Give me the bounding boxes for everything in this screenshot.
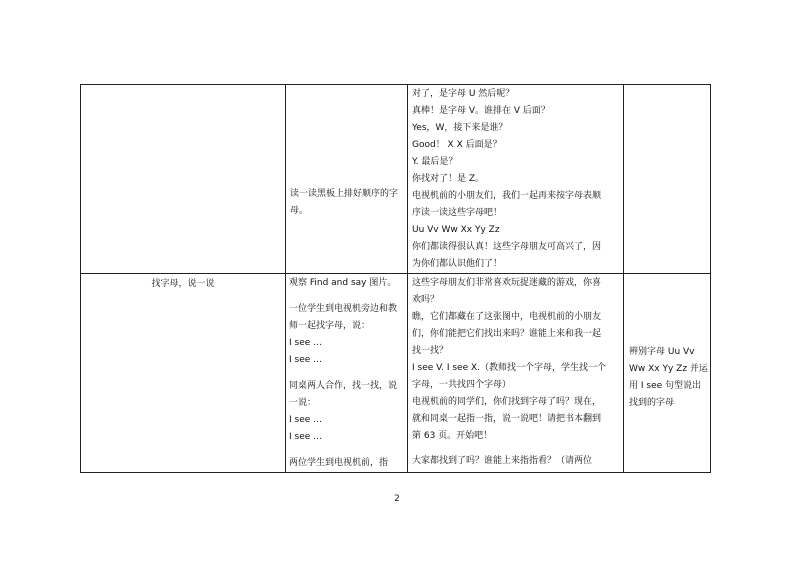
cell-text	[81, 85, 285, 86]
table-cell-teacher-activity	[408, 85, 624, 274]
teacher-line: Good！ X X 后面是？	[412, 140, 502, 150]
table-cell-stage	[81, 85, 286, 274]
student-intro: 观察 Find and say 图片。	[289, 278, 397, 288]
teacher-line: Yes，W，接下来是谁？	[412, 123, 508, 133]
teacher-line: Y. 最后是？	[412, 157, 458, 167]
teacher-line: 你找对了！是 Z。	[412, 174, 485, 184]
table-cell-student-activity	[286, 274, 408, 473]
table-cell-goal	[624, 85, 711, 274]
i-see-line: I see …	[289, 415, 323, 425]
teacher-line: 对了，是字母 U 然后呢？	[412, 89, 515, 99]
i-see-line: I see …	[289, 338, 323, 348]
teacher-line: 为你们都认识他们了！	[412, 259, 503, 269]
table-cell-student-activity	[286, 85, 408, 274]
student-step-2: 同桌两人合作，找一找，说一说：	[289, 381, 398, 408]
letter-sequence: Uu Vv Ww Xx Yy Zz	[412, 225, 500, 235]
teacher-line: 欢吗？	[412, 295, 440, 305]
stage-title: 找字母，说一说	[151, 279, 215, 289]
teacher-line: 序读一读这些字母吧！	[412, 208, 503, 218]
teacher-line: 电视机前的小朋友们，我们一起再来按字母表顺	[412, 191, 602, 201]
teacher-line: 真棒！是字母 V。谁排在 V 后面？	[412, 106, 550, 116]
teacher-line: 这些字母朋友们非常喜欢玩捉迷藏的游戏，你喜	[412, 278, 602, 288]
teacher-line: 电视机前的同学们，你们找到字母了吗？现在，	[412, 397, 602, 407]
goal-text: 辨别字母 Uu Vv Ww Xx Yy Zz 并运用 I see 句型说出找到的字母	[629, 347, 708, 408]
teacher-line: 大家都找到了吗？谁能上来指指看？（请两位	[412, 456, 593, 466]
table-cell-stage	[81, 274, 286, 473]
lesson-plan-table	[80, 84, 711, 473]
teacher-line: 们，你们能把它们找出来吗？谁能上来和我一起	[412, 329, 602, 339]
teacher-line: 第 63 页。开始吧！	[412, 431, 493, 441]
teacher-line: I see V. I see X.（教师找一个字母，学生找一个	[412, 363, 607, 373]
table-row	[81, 85, 711, 274]
table-cell-goal	[624, 274, 711, 473]
cell-text	[624, 85, 710, 86]
teacher-line: 字母，一共找四个字母）	[412, 380, 512, 390]
table-cell-teacher-activity	[408, 274, 624, 473]
table-row	[81, 274, 711, 473]
teacher-line: 找一找？	[412, 346, 449, 356]
teacher-line: 就和同桌一起指一指，说一说吧！请把书本翻到	[412, 414, 602, 424]
i-see-line: I see …	[289, 432, 323, 442]
i-see-line: I see …	[289, 355, 323, 365]
teacher-line: 瞧，它们都藏在了这张图中，电视机前的小朋友	[412, 312, 602, 322]
teacher-line: 你们都读得很认真！这些字母朋友可高兴了，因	[412, 242, 602, 252]
student-step-1: 一位学生到电视机旁边和教师一起找字母，说：	[289, 304, 398, 331]
student-activity-text: 读一读黑板上排好顺序的字母。	[290, 189, 399, 216]
student-step-3: 两位学生到电视机前，指	[289, 458, 389, 468]
page-number: 2	[394, 494, 400, 504]
